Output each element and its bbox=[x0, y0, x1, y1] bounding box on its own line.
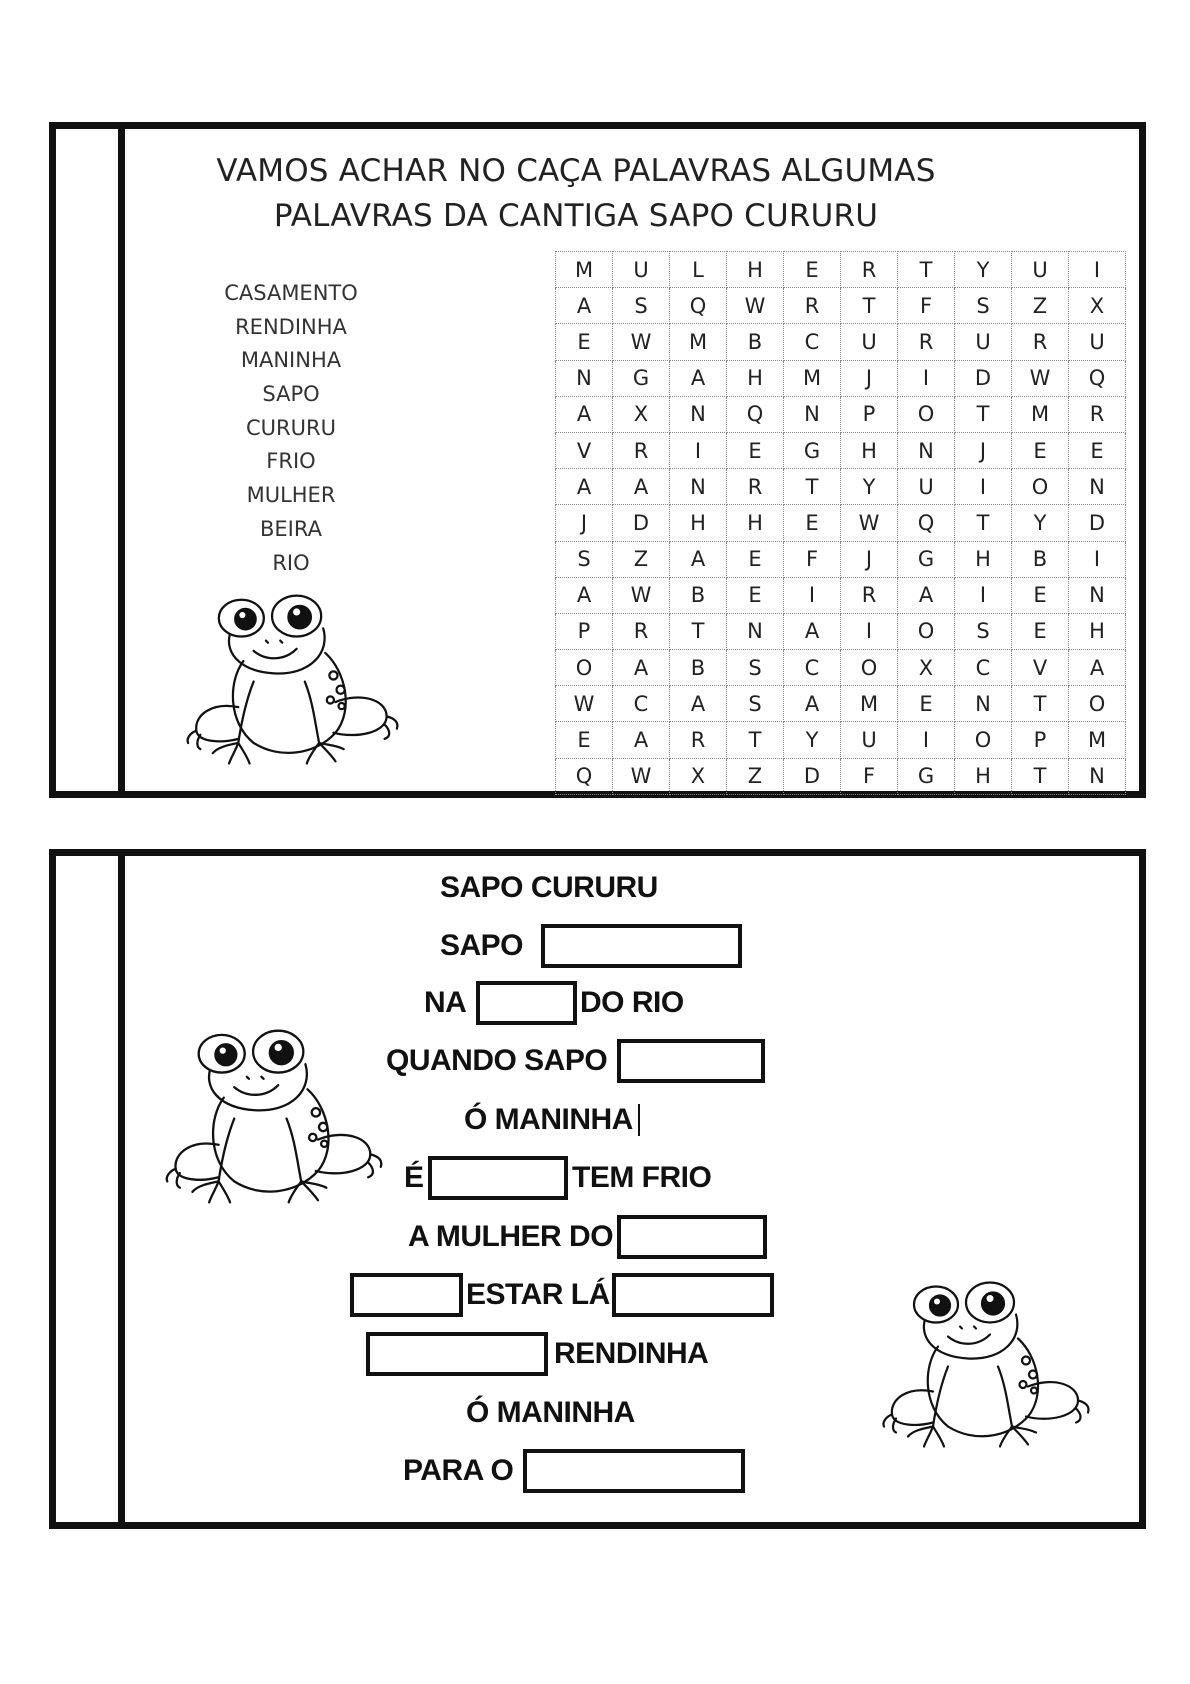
grid-letter[interactable]: G bbox=[613, 360, 670, 396]
grid-letter[interactable]: R bbox=[1069, 396, 1126, 432]
grid-letter[interactable]: U bbox=[955, 324, 1012, 360]
grid-letter[interactable]: Q bbox=[727, 396, 784, 432]
grid-letter[interactable]: N bbox=[1069, 577, 1126, 613]
grid-row bbox=[556, 613, 1126, 649]
song-lyrics bbox=[56, 856, 1139, 1522]
grid-letter[interactable]: E bbox=[556, 722, 613, 758]
grid-letter[interactable]: M bbox=[784, 360, 841, 396]
word-search-card bbox=[49, 122, 1146, 798]
grid-letter[interactable]: M bbox=[670, 324, 727, 360]
grid-letter[interactable]: W bbox=[613, 324, 670, 360]
grid-letter[interactable]: T bbox=[727, 722, 784, 758]
grid-letter[interactable]: S bbox=[727, 650, 784, 686]
grid-letter[interactable]: A bbox=[613, 722, 670, 758]
grid-row bbox=[556, 758, 1126, 794]
grid-letter[interactable]: J bbox=[955, 432, 1012, 468]
lyric-line: TEM FRIO bbox=[572, 1161, 712, 1194]
grid-letter[interactable]: D bbox=[613, 505, 670, 541]
word-list bbox=[216, 277, 366, 580]
grid-letter[interactable]: R bbox=[898, 324, 955, 360]
grid-letter[interactable]: E bbox=[1069, 432, 1126, 468]
lyric-line: DO RIO bbox=[580, 986, 684, 1019]
grid-letter[interactable]: T bbox=[1012, 686, 1069, 722]
grid-letter[interactable]: W bbox=[613, 758, 670, 794]
grid-letter[interactable]: M bbox=[1069, 722, 1126, 758]
grid-letter[interactable]: T bbox=[841, 288, 898, 324]
answer-blank[interactable] bbox=[541, 924, 742, 968]
grid-letter[interactable]: X bbox=[613, 396, 670, 432]
grid-letter[interactable]: T bbox=[898, 252, 955, 288]
grid-letter[interactable]: I bbox=[784, 577, 841, 613]
grid-letter[interactable]: Y bbox=[784, 722, 841, 758]
frog-illustration bbox=[182, 589, 402, 769]
grid-letter[interactable]: H bbox=[841, 432, 898, 468]
grid-letter[interactable]: O bbox=[898, 396, 955, 432]
grid-letter[interactable]: Q bbox=[1069, 360, 1126, 396]
grid-letter[interactable]: N bbox=[1069, 758, 1126, 794]
grid-row bbox=[556, 252, 1126, 288]
grid-letter[interactable]: O bbox=[955, 722, 1012, 758]
word-item: MULHER bbox=[246, 483, 336, 508]
grid-letter[interactable]: N bbox=[670, 396, 727, 432]
grid-row bbox=[556, 577, 1126, 613]
lyric-line: NA bbox=[424, 986, 467, 1019]
grid-letter[interactable]: O bbox=[1069, 686, 1126, 722]
answer-blank[interactable] bbox=[617, 1215, 767, 1259]
grid-letter[interactable]: P bbox=[1012, 722, 1069, 758]
grid-letter[interactable]: L bbox=[670, 252, 727, 288]
answer-blank[interactable] bbox=[476, 981, 577, 1025]
grid-row bbox=[556, 288, 1126, 324]
grid-letter[interactable]: I bbox=[955, 469, 1012, 505]
grid-letter[interactable]: V bbox=[1012, 650, 1069, 686]
grid-letter[interactable]: T bbox=[1012, 758, 1069, 794]
grid-letter[interactable]: S bbox=[955, 613, 1012, 649]
grid-letter[interactable]: I bbox=[898, 360, 955, 396]
grid-letter[interactable]: H bbox=[670, 505, 727, 541]
grid-letter[interactable]: Y bbox=[955, 252, 1012, 288]
grid-letter[interactable]: D bbox=[784, 758, 841, 794]
grid-letter[interactable]: Y bbox=[841, 469, 898, 505]
grid-letter[interactable]: R bbox=[784, 288, 841, 324]
grid-letter[interactable]: H bbox=[1069, 613, 1126, 649]
word-item: RENDINHA bbox=[235, 314, 347, 339]
grid-letter[interactable]: G bbox=[784, 432, 841, 468]
grid-letter[interactable]: A bbox=[556, 396, 613, 432]
grid-letter[interactable]: N bbox=[1069, 469, 1126, 505]
grid-letter[interactable]: Q bbox=[670, 288, 727, 324]
grid-letter[interactable]: A bbox=[556, 288, 613, 324]
grid-letter[interactable]: G bbox=[898, 758, 955, 794]
answer-blank[interactable] bbox=[523, 1449, 745, 1493]
grid-letter[interactable]: W bbox=[556, 686, 613, 722]
grid-letter[interactable]: F bbox=[898, 288, 955, 324]
grid-letter[interactable]: X bbox=[1069, 288, 1126, 324]
word-item: SAPO bbox=[262, 382, 320, 407]
grid-letter[interactable]: M bbox=[1012, 396, 1069, 432]
grid-letter[interactable]: W bbox=[727, 288, 784, 324]
grid-letter[interactable]: I bbox=[841, 613, 898, 649]
lyric-line: PARA O bbox=[403, 1454, 514, 1487]
grid-row bbox=[556, 505, 1126, 541]
answer-blank[interactable] bbox=[428, 1156, 568, 1200]
grid-letter[interactable]: N bbox=[784, 396, 841, 432]
grid-row bbox=[556, 432, 1126, 468]
lyric-line: A MULHER DO bbox=[408, 1220, 614, 1253]
word-item: BEIRA bbox=[260, 516, 322, 541]
grid-letter[interactable]: B bbox=[670, 650, 727, 686]
grid-letter[interactable]: W bbox=[613, 577, 670, 613]
lyric-line: É bbox=[404, 1161, 424, 1194]
lyric-line: Ó MANINHA bbox=[464, 1103, 633, 1136]
grid-letter[interactable]: S bbox=[727, 686, 784, 722]
title-line-2: PALAVRAS DA CANTIGA SAPO CURURU bbox=[273, 198, 879, 234]
grid-letter[interactable]: U bbox=[898, 469, 955, 505]
grid-letter[interactable]: A bbox=[613, 469, 670, 505]
grid-letter[interactable]: Z bbox=[727, 758, 784, 794]
grid-letter[interactable]: N bbox=[670, 469, 727, 505]
grid-letter[interactable]: S bbox=[613, 288, 670, 324]
grid-letter[interactable]: E bbox=[784, 252, 841, 288]
answer-blank[interactable] bbox=[366, 1332, 548, 1376]
grid-letter[interactable]: E bbox=[727, 541, 784, 577]
grid-row bbox=[556, 324, 1126, 360]
grid-letter[interactable]: O bbox=[1012, 469, 1069, 505]
grid-letter[interactable]: A bbox=[556, 469, 613, 505]
grid-letter[interactable]: I bbox=[1069, 252, 1126, 288]
grid-letter[interactable]: H bbox=[727, 505, 784, 541]
grid-letter[interactable]: H bbox=[955, 758, 1012, 794]
grid-letter[interactable]: X bbox=[670, 758, 727, 794]
grid-letter[interactable]: E bbox=[1012, 613, 1069, 649]
grid-letter[interactable]: Z bbox=[613, 541, 670, 577]
grid-letter[interactable]: P bbox=[841, 396, 898, 432]
grid-letter[interactable]: U bbox=[841, 722, 898, 758]
grid-letter[interactable]: I bbox=[1069, 541, 1126, 577]
lyric-line: ESTAR LÁ bbox=[466, 1278, 610, 1311]
answer-blank[interactable] bbox=[350, 1273, 463, 1317]
text-cursor bbox=[638, 1104, 640, 1136]
grid-letter[interactable]: J bbox=[841, 541, 898, 577]
answer-blank[interactable] bbox=[617, 1039, 765, 1083]
grid-letter[interactable]: S bbox=[556, 541, 613, 577]
grid-letter[interactable]: T bbox=[784, 469, 841, 505]
grid-letter[interactable]: R bbox=[727, 469, 784, 505]
grid-letter[interactable]: A bbox=[613, 650, 670, 686]
grid-letter[interactable]: M bbox=[841, 686, 898, 722]
grid-row bbox=[556, 396, 1126, 432]
grid-letter[interactable]: S bbox=[955, 288, 1012, 324]
grid-letter[interactable]: R bbox=[841, 577, 898, 613]
grid-letter[interactable]: J bbox=[556, 505, 613, 541]
grid-letter[interactable]: A bbox=[784, 686, 841, 722]
grid-letter[interactable]: I bbox=[898, 722, 955, 758]
grid-letter[interactable]: H bbox=[727, 252, 784, 288]
grid-letter[interactable]: H bbox=[727, 360, 784, 396]
grid-letter[interactable]: H bbox=[955, 541, 1012, 577]
grid-letter[interactable]: B bbox=[1012, 541, 1069, 577]
grid-letter[interactable]: B bbox=[670, 577, 727, 613]
grid-letter[interactable]: N bbox=[898, 432, 955, 468]
grid-row bbox=[556, 686, 1126, 722]
grid-letter[interactable]: U bbox=[1012, 252, 1069, 288]
lyric-line: RENDINHA bbox=[554, 1337, 709, 1370]
grid-letter[interactable]: R bbox=[613, 432, 670, 468]
grid-letter[interactable]: F bbox=[841, 758, 898, 794]
grid-letter[interactable]: R bbox=[613, 613, 670, 649]
grid-letter[interactable]: M bbox=[556, 252, 613, 288]
grid-letter[interactable]: C bbox=[613, 686, 670, 722]
grid-letter[interactable]: A bbox=[670, 686, 727, 722]
grid-letter[interactable]: N bbox=[955, 686, 1012, 722]
grid-letter[interactable]: D bbox=[1069, 505, 1126, 541]
grid-letter[interactable]: C bbox=[784, 324, 841, 360]
word-item: CURURU bbox=[246, 415, 336, 440]
grid-letter[interactable]: I bbox=[955, 577, 1012, 613]
grid-letter[interactable]: R bbox=[670, 722, 727, 758]
grid-letter[interactable]: U bbox=[841, 324, 898, 360]
grid-row bbox=[556, 541, 1126, 577]
grid-letter[interactable]: E bbox=[1012, 432, 1069, 468]
grid-letter[interactable]: C bbox=[784, 650, 841, 686]
grid-letter[interactable]: B bbox=[727, 324, 784, 360]
grid-letter[interactable]: O bbox=[841, 650, 898, 686]
grid-letter[interactable]: W bbox=[1012, 360, 1069, 396]
word-item: RIO bbox=[272, 550, 310, 575]
grid-letter[interactable]: U bbox=[613, 252, 670, 288]
grid-letter[interactable]: X bbox=[898, 650, 955, 686]
grid-letter[interactable]: P bbox=[556, 613, 613, 649]
grid-letter[interactable]: F bbox=[784, 541, 841, 577]
grid-letter[interactable]: E bbox=[727, 432, 784, 468]
grid-letter[interactable]: E bbox=[898, 686, 955, 722]
grid-letter[interactable]: Q bbox=[556, 758, 613, 794]
grid-letter[interactable]: Z bbox=[1012, 288, 1069, 324]
grid-letter[interactable]: T bbox=[670, 613, 727, 649]
grid-letter[interactable]: O bbox=[556, 650, 613, 686]
grid-letter[interactable]: R bbox=[841, 252, 898, 288]
grid-letter[interactable]: I bbox=[670, 432, 727, 468]
grid-letter[interactable]: C bbox=[955, 650, 1012, 686]
grid-letter[interactable]: O bbox=[898, 613, 955, 649]
grid-letter[interactable]: Q bbox=[898, 505, 955, 541]
song-card bbox=[49, 849, 1146, 1529]
grid-letter[interactable]: T bbox=[955, 505, 1012, 541]
grid-letter[interactable]: N bbox=[556, 360, 613, 396]
card-spine bbox=[56, 129, 125, 791]
grid-row bbox=[556, 360, 1126, 396]
grid-letter[interactable]: U bbox=[1069, 324, 1126, 360]
grid-letter[interactable]: R bbox=[1012, 324, 1069, 360]
grid-letter[interactable]: V bbox=[556, 432, 613, 468]
grid-letter[interactable]: W bbox=[841, 505, 898, 541]
grid-letter[interactable]: E bbox=[727, 577, 784, 613]
grid-letter[interactable]: A bbox=[1069, 650, 1126, 686]
grid-letter[interactable]: E bbox=[784, 505, 841, 541]
grid-letter[interactable]: A bbox=[670, 360, 727, 396]
grid-row bbox=[556, 650, 1126, 686]
grid-letter[interactable]: G bbox=[898, 541, 955, 577]
title-line-1: VAMOS ACHAR NO CAÇA PALAVRAS ALGUMAS bbox=[216, 153, 936, 189]
grid-letter[interactable]: T bbox=[955, 396, 1012, 432]
grid-row bbox=[556, 469, 1126, 505]
grid-letter[interactable]: A bbox=[784, 613, 841, 649]
letter-grid bbox=[555, 251, 1126, 795]
grid-letter[interactable]: D bbox=[955, 360, 1012, 396]
grid-letter[interactable]: Y bbox=[1012, 505, 1069, 541]
grid-letter[interactable]: E bbox=[556, 324, 613, 360]
grid-letter[interactable]: E bbox=[1012, 577, 1069, 613]
word-item: CASAMENTO bbox=[224, 281, 358, 305]
lyric-line: QUANDO SAPO bbox=[386, 1044, 608, 1077]
lyric-line: Ó MANINHA bbox=[466, 1396, 635, 1429]
grid-letter[interactable]: N bbox=[727, 613, 784, 649]
grid-letter[interactable]: A bbox=[898, 577, 955, 613]
lyric-line: SAPO bbox=[440, 929, 524, 962]
song-title: SAPO CURURU bbox=[440, 871, 658, 904]
grid-letter[interactable]: J bbox=[841, 360, 898, 396]
word-item: MANINHA bbox=[240, 348, 342, 373]
grid-letter[interactable]: A bbox=[670, 541, 727, 577]
word-search-title bbox=[216, 149, 936, 239]
word-item: FRIO bbox=[266, 449, 316, 474]
grid-row bbox=[556, 722, 1126, 758]
grid-letter[interactable]: A bbox=[556, 577, 613, 613]
answer-blank[interactable] bbox=[612, 1273, 774, 1317]
